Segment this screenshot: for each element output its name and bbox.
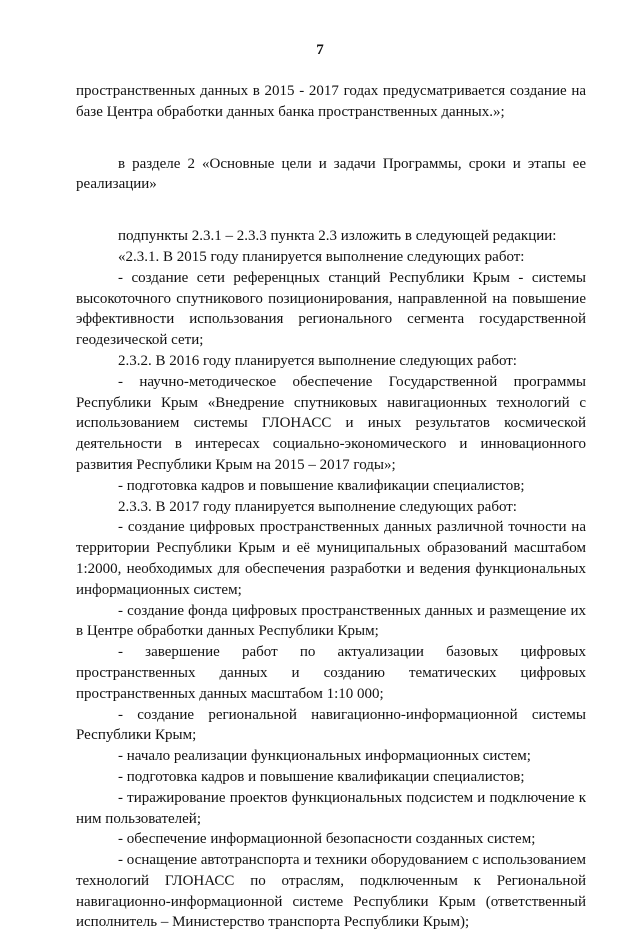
paragraph-2-3-2-heading: 2.3.2. В 2016 году планируется выполнение следующих работ:: [118, 352, 517, 369]
list-item: - создание региональной навигационно-информационной системы Республики Крым;: [76, 706, 586, 744]
paragraph-gap: [76, 123, 586, 154]
list-item: - создание фонда цифровых пространственных данных и размещение их в Центре обработки данных Республики Крым;: [76, 602, 586, 640]
list-item: - создание сети референцных станций Республики Крым - системы высокоточного спутникового позиционирования, направленной на повышение эффективности использования регионального сегмента государственной геодезической сети;: [76, 269, 586, 349]
paragraph-2-3-1-heading: «2.3.1. В 2015 году планируется выполнение следующих работ:: [118, 248, 525, 265]
list-item: - подготовка кадров и повышение квалификации специалистов;: [118, 768, 525, 785]
list-item: - завершение работ по актуализации базовых цифровых пространственных данных и созданию тематических цифровых пространственных данных масштабом 1:10 000;: [76, 644, 586, 702]
list-item: - оснащение автотранспорта и техники оборудованием с использованием технологий ГЛОНАСС по отраслям, подключенным к Региональной навигационно-информационной системе Республики Крым (ответственный исполнитель – Министерство транспорта Республики Крым);: [76, 852, 586, 931]
paragraph-section-reference: в разделе 2 «Основные цели и задачи Программы, сроки и этапы ее реализации»: [76, 155, 586, 193]
list-item: - научно-методическое обеспечение Государственной программы Республики Крым «Внедрение спутниковых навигационных технологий с использованием системы ГЛОНАСС и иных результатов космической деятельности в интересах социально-экономического и инновационного развития Республики Крым на 2015 – 2017 годы»;: [76, 373, 586, 473]
page-number: 7: [316, 42, 324, 58]
paragraph-continuation: пространственных данных в 2015 - 2017 годах предусматривается создание на базе Центра обработки данных банка пространственных данных.»;: [76, 83, 586, 120]
paragraph-subpoints-intro: подпункты 2.3.1 – 2.3.3 пункта 2.3 изложить в следующей редакции:: [118, 228, 557, 245]
list-item: - обеспечение информационной безопасности созданных систем;: [118, 831, 536, 848]
paragraph-gap: [76, 195, 586, 226]
document-body: [76, 81, 586, 933]
list-item: - подготовка кадров и повышение квалификации специалистов;: [118, 477, 525, 494]
paragraph-2-3-3-heading: 2.3.3. В 2017 году планируется выполнение следующих работ:: [118, 498, 517, 515]
list-item: - тиражирование проектов функциональных подсистем и подключение к ним пользователей;: [76, 789, 586, 827]
list-item: - создание цифровых пространственных данных различной точности на территории Республики Крым и её муниципальных образований масштабом 1:2000, необходимых для обеспечения разработки и ведения функциональных информационных систем;: [76, 519, 586, 598]
list-item: - начало реализации функциональных информационных систем;: [118, 748, 531, 765]
